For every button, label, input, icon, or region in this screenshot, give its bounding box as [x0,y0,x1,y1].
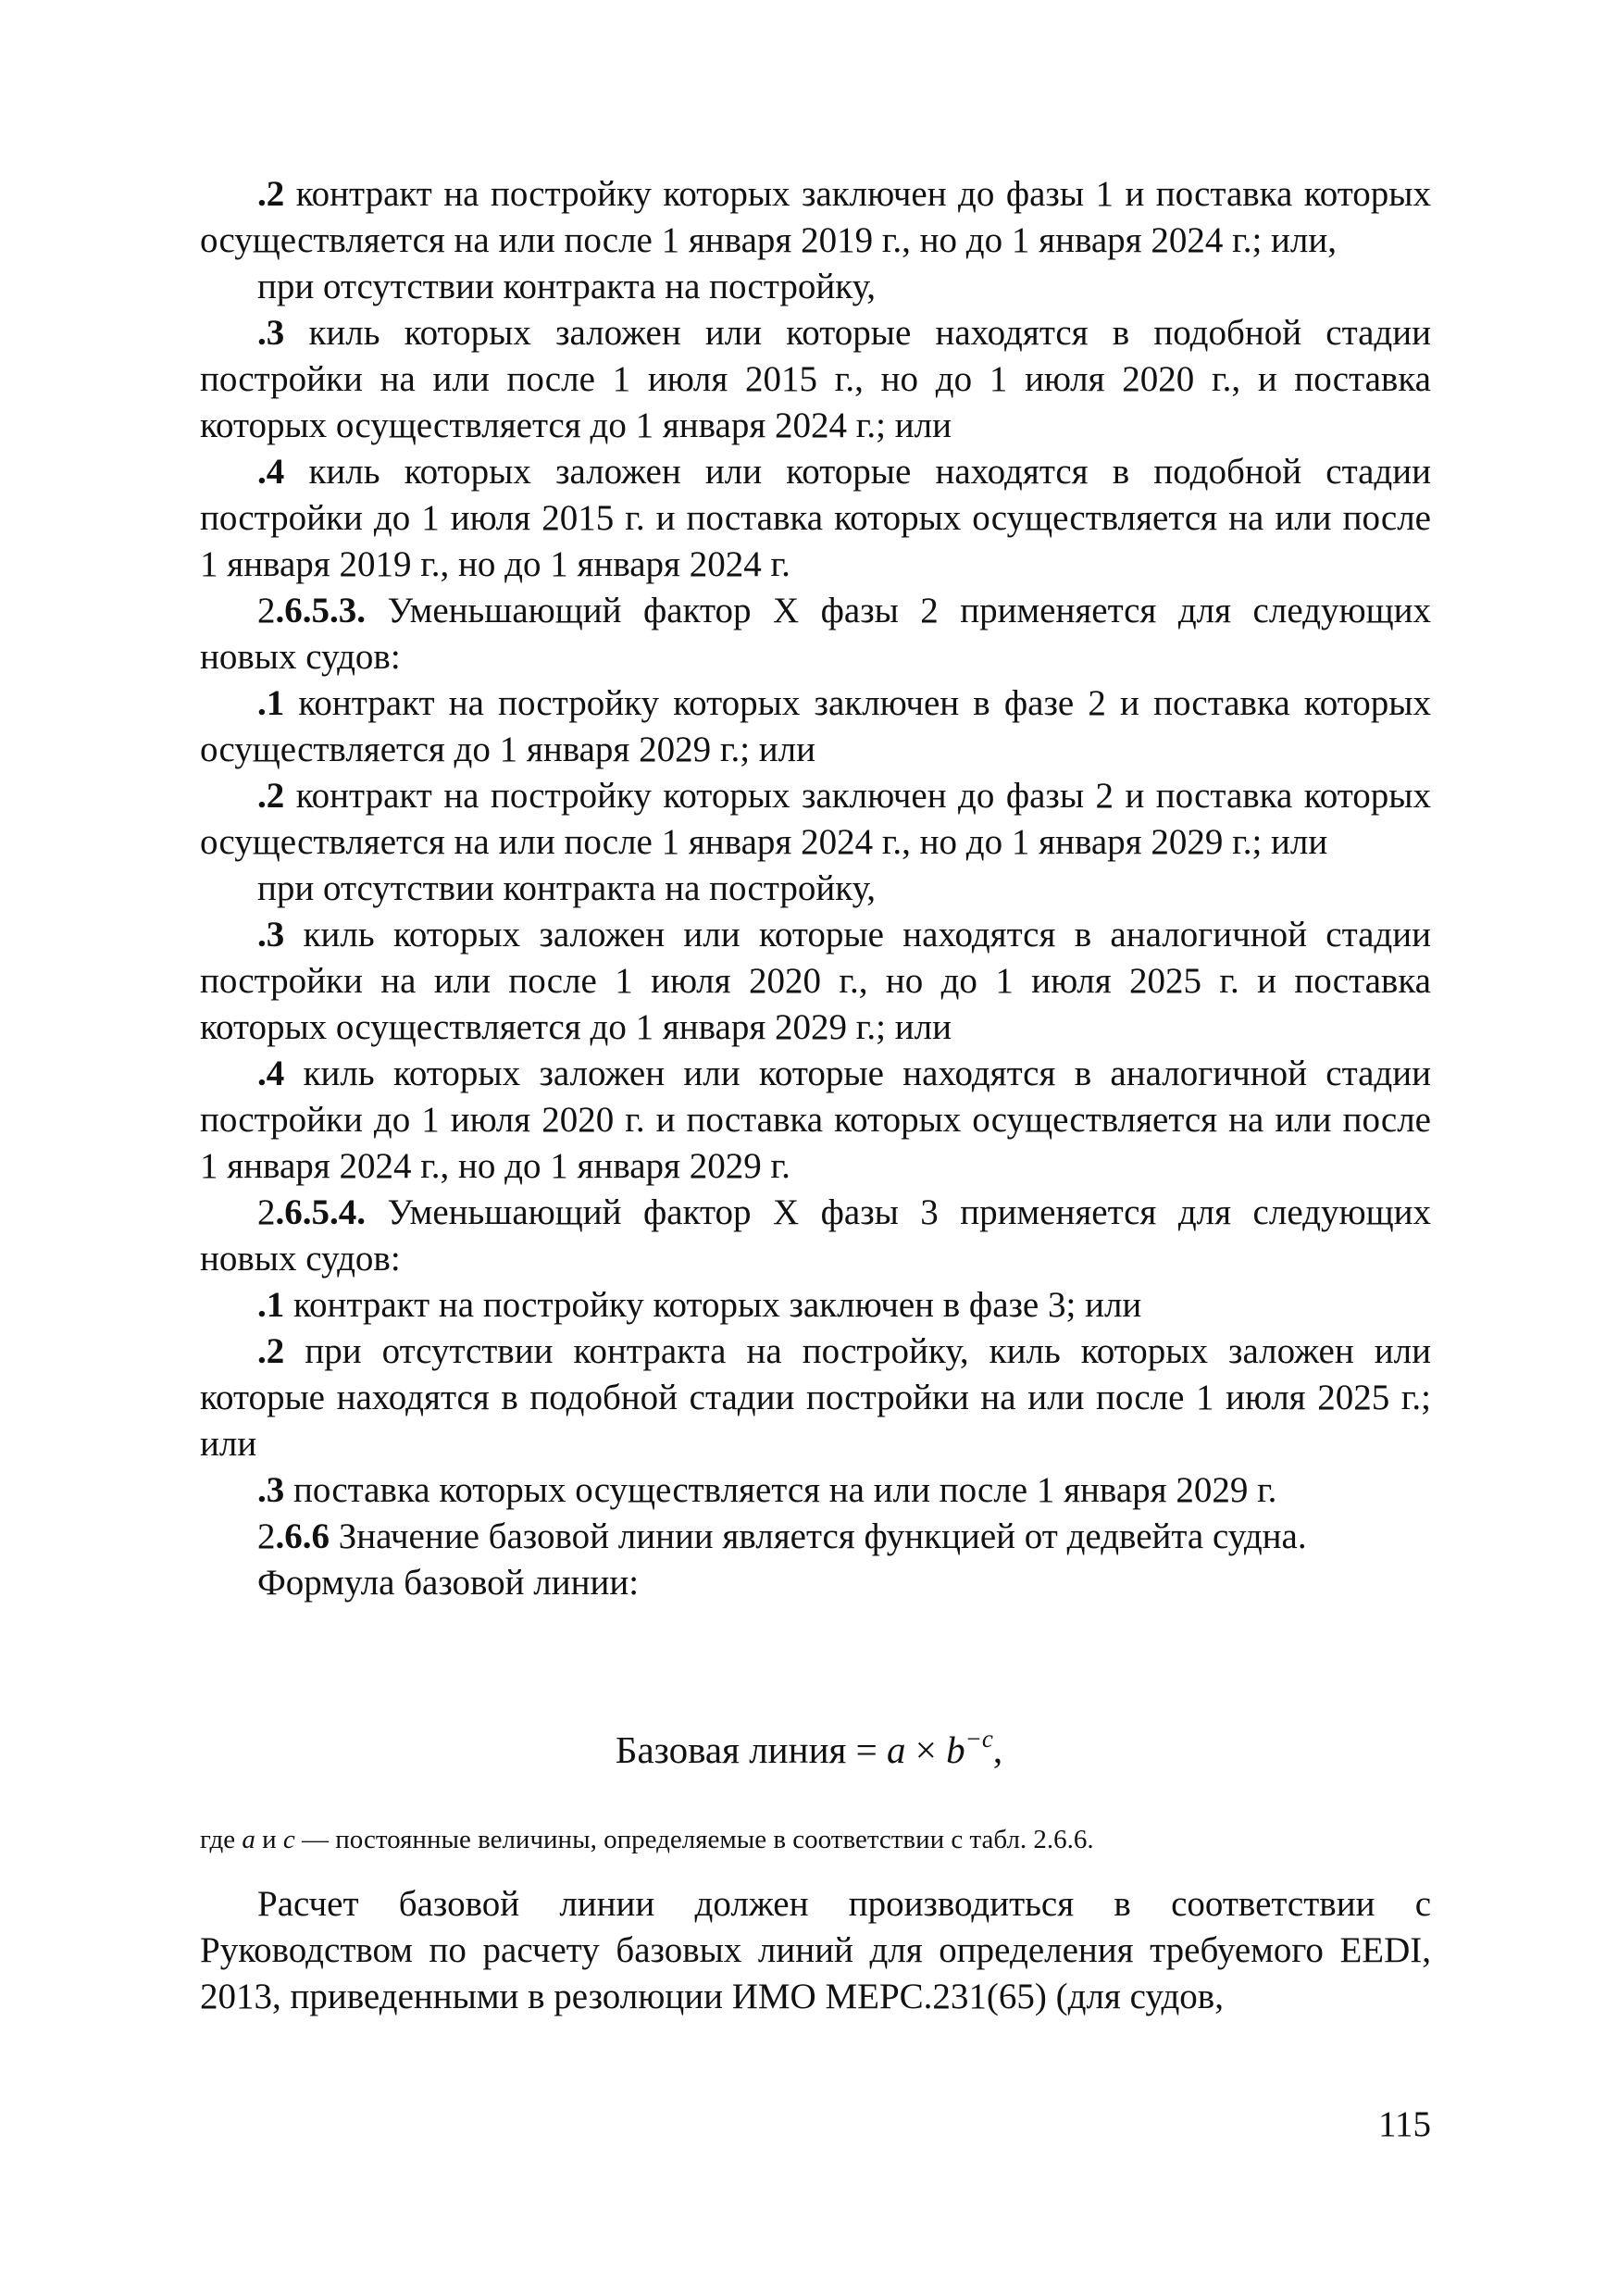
paragraph: .3 киль которых заложен или которые находятся в аналогичной стадии постройки на или после 1 июля 2020 г., но до 1 июля 2025 г. и поставка которых осуществляется до 1 января 2029 г.; или [200,915,1431,1047]
section-2-6-6: 2.6.6 Значение базовой линии является функцией от дедвейта судна. [257,1516,1307,1556]
paragraph: .3 поставка которых осуществляется на или после 1 января 2029 г. [257,1470,1277,1510]
section-2-6-5-3: 2.6.5.3. Уменьшающий фактор X фазы 2 применяется для следующих новых судов: [200,591,1431,677]
formula-note: где a и c — постоянные величины, определяемые в соответствии с табл. 2.6.6. [200,1825,1094,1854]
paragraph: .2 контракт на постройку которых заключен до фазы 2 и поставка которых осуществляется на или после 1 января 2024 г., но до 1 января 2029 г.; или [200,776,1431,862]
paragraph: Формула базовой линии: [257,1563,640,1603]
tail-paragraph: Расчет базовой линии должен производиться в соответствии с Руководством по расчету базовых линий для определения требуемого EEDI, 2013, приведенными в резолюции ИМО MEPC.231(65) (для судов, [200,1884,1431,2016]
section-2-6-5-4: 2.6.5.4. Уменьшающий фактор X фазы 3 применяется для следующих новых судов: [200,1192,1431,1279]
paragraph: при отсутствии контракта на постройку, [257,267,876,306]
paragraph: при отсутствии контракта на постройку, [257,868,876,908]
paragraph: .2 контракт на постройку которых заключен до фазы 1 и поставка которых осуществляется на или после 1 января 2019 г., но до 1 января 2024 г.; или, [200,174,1431,260]
paragraph: .2 при отсутствии контракта на постройку, киль которых заложен или которые находятся в подобной стадии постройки на или после 1 июля 2025 г.; или [200,1331,1431,1464]
paragraph: .4 киль которых заложен или которые находятся в аналогичной стадии постройки до 1 июля 2020 г. и поставка которых осуществляется на или после 1 января 2024 г., но до 1 января 2029 г. [200,1054,1431,1186]
paragraph: .1 контракт на постройку которых заключен в фазе 2 и поставка которых осуществляется до 1 января 2029 г.; или [200,683,1431,769]
formula-exponent: −c [965,1725,993,1753]
baseline-formula: Базовая линия = $a \times b^{-c}$, [615,1725,1003,1771]
paragraph: .1 контракт на постройку которых заключен в фазе 3; или [257,1285,1142,1325]
paragraph: .3 киль которых заложен или которые находятся в подобной стадии постройки на или после 1 июля 2015 г., но до 1 июля 2020 г., и поставка которых осуществляется до 1 января 2024 г.; или [200,313,1431,445]
body-text [200,171,1431,1606]
paragraph: .4 киль которых заложен или которые находятся в подобной стадии постройки до 1 июля 2015 г. и поставка которых осуществляется на или после 1 января 2019 г., но до 1 января 2024 г. [200,452,1431,584]
page-number: 115 [1377,2104,1431,2144]
